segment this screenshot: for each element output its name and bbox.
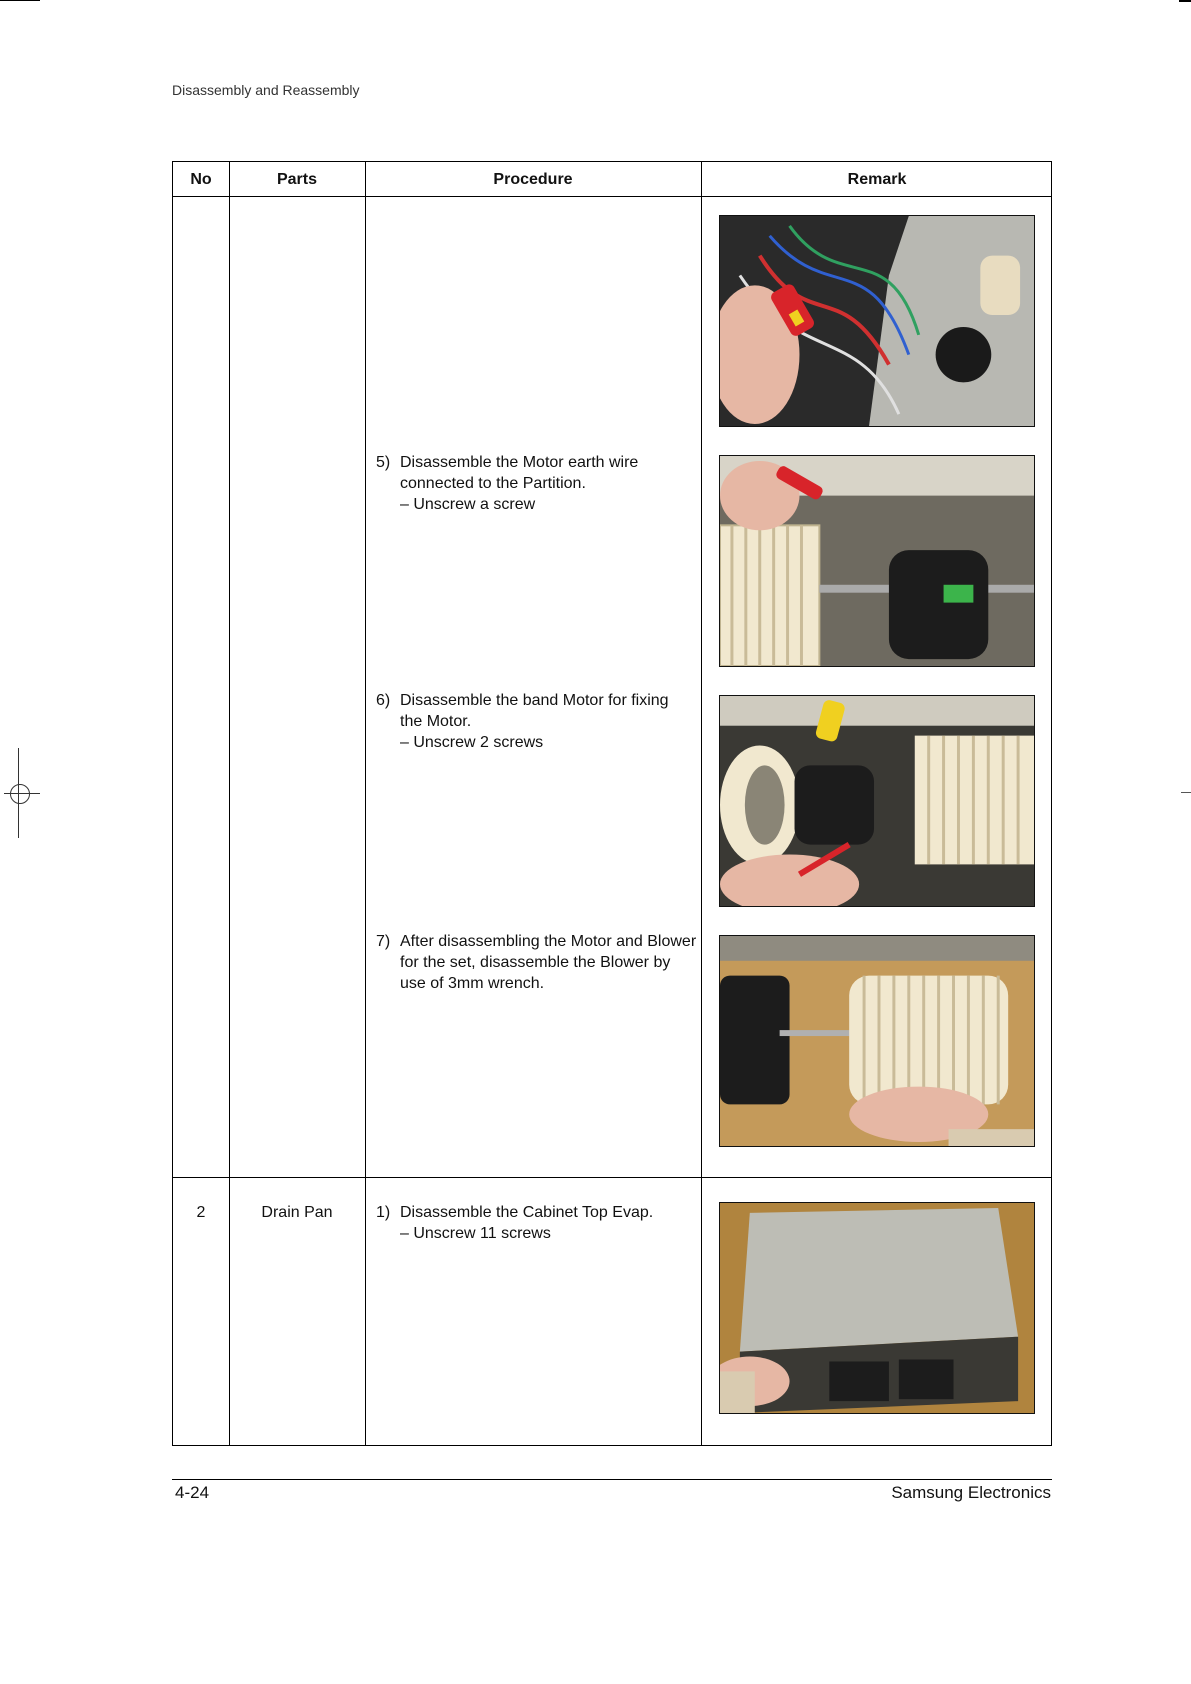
registration-mark xyxy=(4,748,38,838)
procedure-table xyxy=(172,161,1052,1446)
section-title: Disassembly and Reassembly xyxy=(172,82,360,98)
photo-cabinet-top-evap xyxy=(719,1202,1035,1414)
step-number: 7) xyxy=(376,933,391,950)
step-number: 1) xyxy=(376,1204,391,1221)
step-text: for the set, disassemble the Blower by xyxy=(400,954,671,971)
part-name: Drain Pan xyxy=(261,1204,333,1221)
step-number: 5) xyxy=(376,454,391,471)
photo-wiring-screwdriver xyxy=(719,215,1035,427)
company-name: Samsung Electronics xyxy=(891,1483,1051,1502)
footer-rule xyxy=(172,1479,1052,1480)
column-header-parts: Parts xyxy=(276,171,318,188)
column-header-procedure: Procedure xyxy=(493,171,573,188)
procedure-step xyxy=(376,1202,686,1244)
step-text: – Unscrew a screw xyxy=(400,496,536,513)
column-header-no: No xyxy=(190,171,212,188)
procedure-step xyxy=(376,931,697,994)
photo-band-motor xyxy=(719,695,1035,907)
step-text: connected to the Partition. xyxy=(400,475,586,492)
step-text: – Unscrew 2 screws xyxy=(400,734,544,751)
step-text: use of 3mm wrench. xyxy=(400,975,545,992)
step-text: Disassemble the Cabinet Top Evap. xyxy=(400,1204,654,1221)
crop-mark-top-right xyxy=(1179,0,1191,2)
page-number: 4-24 xyxy=(175,1483,210,1502)
crop-mark-top-left xyxy=(0,0,40,1)
step-number: 6) xyxy=(376,692,391,709)
procedure-step xyxy=(376,452,686,515)
photo-blower-wrench xyxy=(719,935,1035,1147)
step-text: After disassembling the Motor and Blower xyxy=(400,933,697,950)
column-header-remark: Remark xyxy=(847,171,907,188)
row-number: 2 xyxy=(196,1204,206,1221)
step-text: the Motor. xyxy=(400,713,472,730)
step-text: Disassemble the band Motor for fixing xyxy=(400,692,669,709)
step-text: – Unscrew 11 screws xyxy=(400,1225,551,1242)
procedure-step xyxy=(376,690,686,753)
photo-motor-earth-wire xyxy=(719,455,1035,667)
crop-mark-right xyxy=(1181,792,1191,793)
step-text: Disassemble the Motor earth wire xyxy=(400,454,639,471)
